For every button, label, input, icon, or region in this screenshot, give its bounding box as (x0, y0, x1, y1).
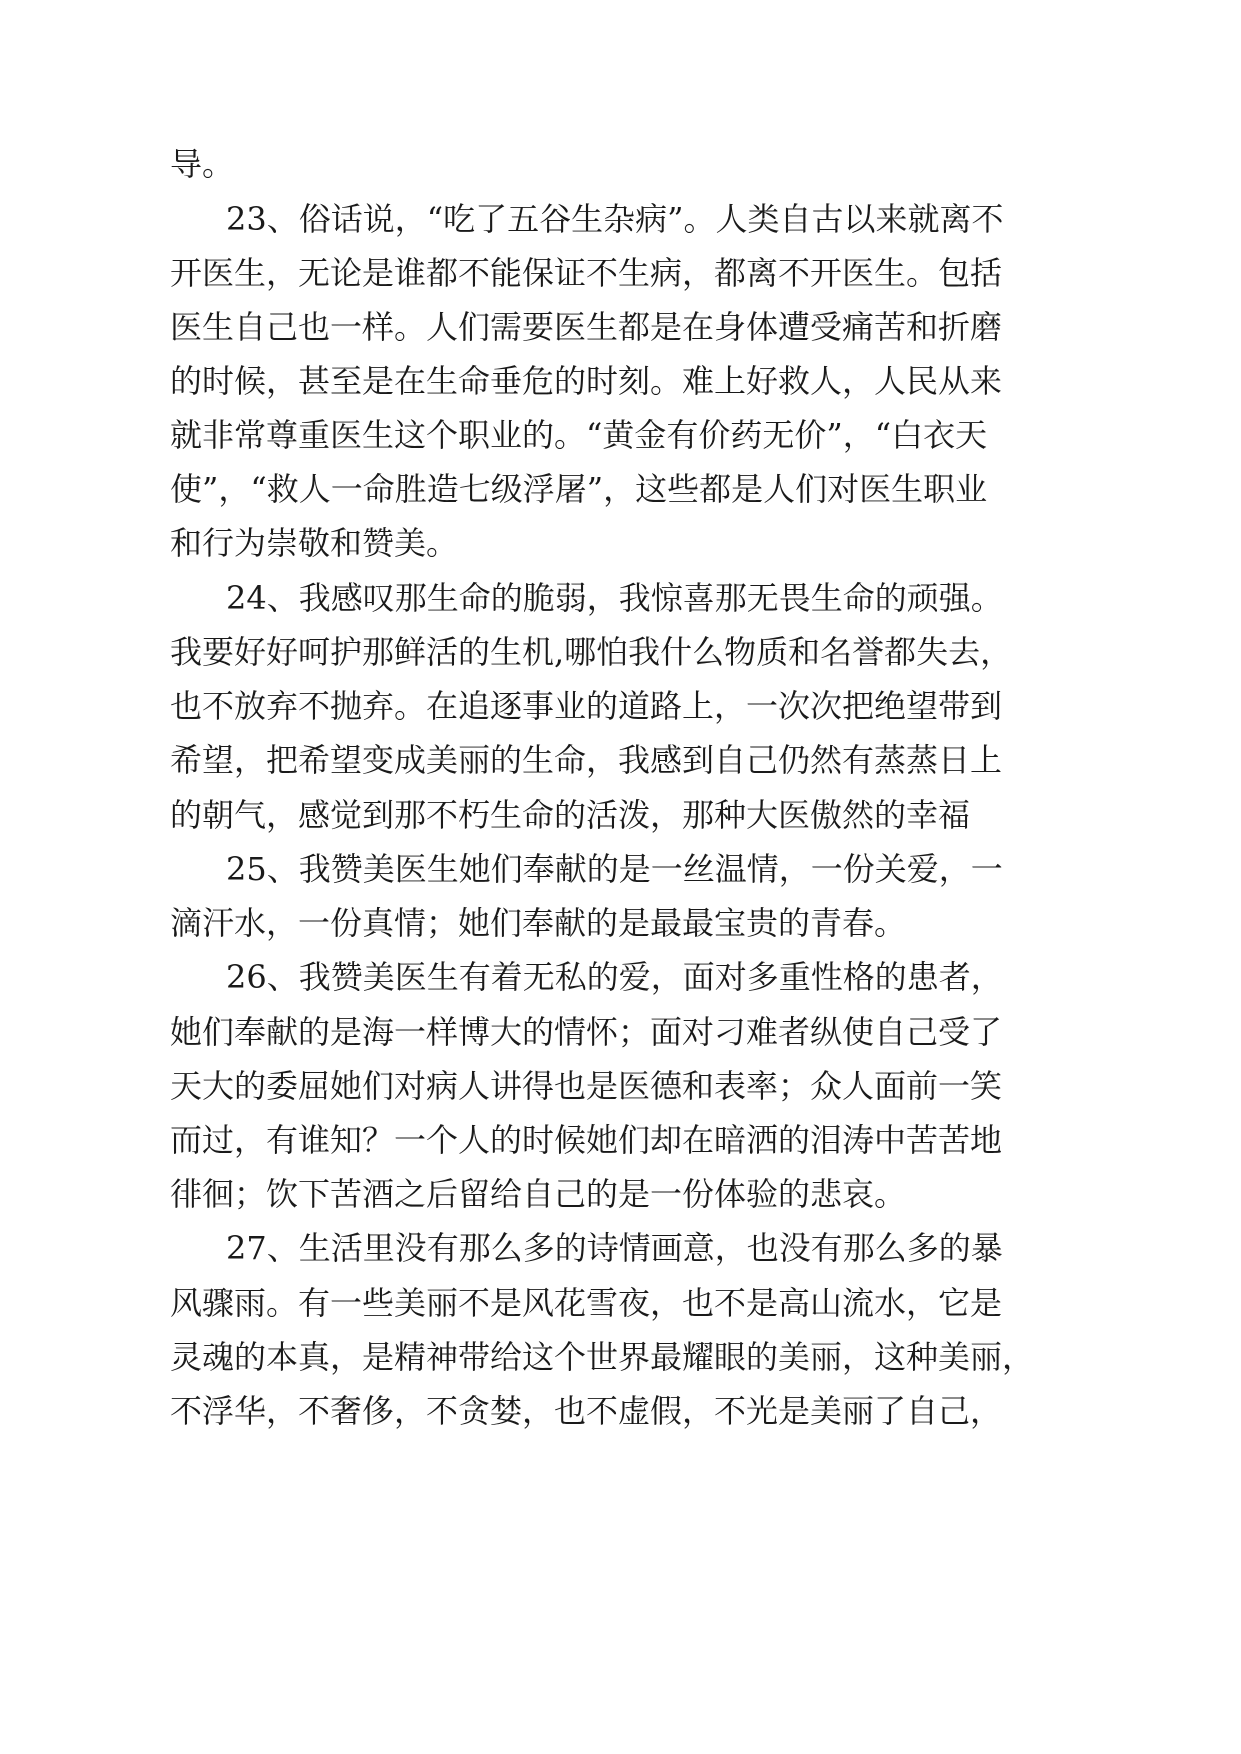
line-text: 她们奉献的是海一样博大的情怀；面对刁难者纵使自己受了 (170, 1013, 1003, 1051)
text-line (0, 351, 1241, 411)
text-line (0, 1002, 1241, 1062)
text-line (0, 459, 1241, 519)
line-text: 的时候，甚至是在生命垂危的时刻。难上好救人，人民从来 (170, 362, 1003, 400)
text-line (0, 405, 1241, 465)
line-text: 希望，把希望变成美丽的生命，我感到自己仍然有蒸蒸日上 (170, 741, 1003, 779)
paragraph-start-line (0, 839, 1241, 899)
line-text: 不浮华，不奢侈，不贪婪，也不虚假，不光是美丽了自己， (170, 1392, 1003, 1430)
paragraph-start-line (0, 189, 1241, 249)
text-line (0, 134, 1241, 194)
paragraph-start-line (0, 947, 1241, 1007)
line-text: 26、我赞美医生有着无私的爱，面对多重性格的患者， (226, 958, 1003, 996)
text-line (0, 243, 1241, 303)
line-text: 导。 (170, 145, 235, 183)
text-line (0, 1381, 1241, 1441)
line-text: 使”，“救人一命胜造七级浮屠”，这些都是人们对医生职业 (170, 470, 988, 508)
line-text: 而过，有谁知？一个人的时候她们却在暗洒的泪涛中苦苦地 (170, 1121, 1003, 1159)
line-text: 也不放弃不抛弃。在追逐事业的道路上，一次次把绝望带到 (170, 687, 1003, 725)
text-line (0, 730, 1241, 790)
line-text: 徘徊；饮下苦酒之后留给自己的是一份体验的悲哀。 (170, 1175, 907, 1213)
line-text: 天大的委屈她们对病人讲得也是医德和表率；众人面前一笑 (170, 1067, 1003, 1105)
line-text: 25、我赞美医生她们奉献的是一丝温情，一份关爱，一 (226, 850, 1003, 888)
text-line (0, 513, 1241, 573)
line-text: 24、我感叹那生命的脆弱，我惊喜那无畏生命的顽强。 (226, 579, 1003, 617)
line-text: 27、生活里没有那么多的诗情画意，也没有那么多的暴 (226, 1229, 1003, 1267)
line-text: 开医生，无论是谁都不能保证不生病，都离不开医生。包括 (170, 254, 1003, 292)
line-text: 医生自己也一样。人们需要医生都是在身体遭受痛苦和折磨 (170, 308, 1003, 346)
paragraph-start-line (0, 568, 1241, 628)
text-line (0, 1273, 1241, 1333)
line-text: 23、俗话说，“吃了五谷生杂病”。人类自古以来就离不 (226, 200, 1004, 238)
line-text: 和行为崇敬和赞美。 (170, 524, 459, 562)
paragraph-start-line (0, 1218, 1241, 1278)
text-line (0, 622, 1241, 682)
line-text: 滴汗水，一份真情；她们奉献的是最最宝贵的青春。 (170, 904, 907, 942)
text-line (0, 676, 1241, 736)
text-line (0, 1056, 1241, 1116)
text-line (0, 893, 1241, 953)
line-text: 就非常尊重医生这个职业的。“黄金有价药无价”，“白衣天 (170, 416, 988, 454)
text-line (0, 1110, 1241, 1170)
line-text: 我要好好呵护那鲜活的生机,哪怕我什么物质和名誉都失去， (170, 633, 1013, 671)
line-text: 风骤雨。有一些美丽不是风花雪夜，也不是高山流水，它是 (170, 1284, 1003, 1322)
line-text: 的朝气，感觉到那不朽生命的活泼，那种大医傲然的幸福 (170, 796, 971, 834)
text-line (0, 1164, 1241, 1224)
text-line (0, 1327, 1241, 1387)
text-line (0, 785, 1241, 845)
text-line (0, 297, 1241, 357)
line-text: 灵魂的本真，是精神带给这个世界最耀眼的美丽，这种美丽， (170, 1338, 1035, 1376)
